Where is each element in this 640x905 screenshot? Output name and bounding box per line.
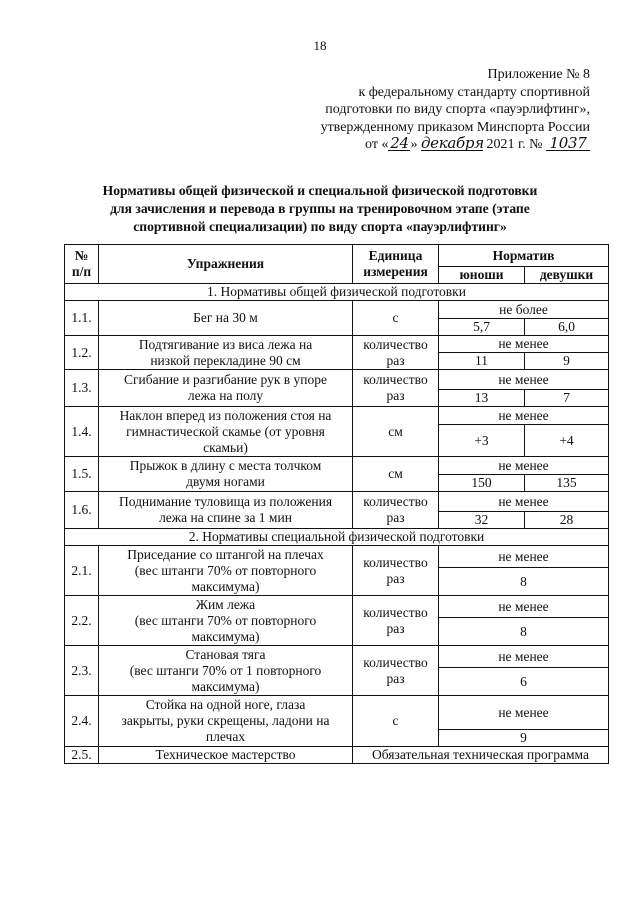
date-prefix: от «	[365, 137, 389, 152]
row-unit: см	[353, 407, 439, 457]
header-num: № п/п	[65, 245, 99, 284]
title-line-2: для зачисления и перевода в группы на тренировочном этапе (этапе	[110, 201, 530, 216]
row-condition: не менее	[439, 407, 609, 425]
row-unit: с	[353, 696, 439, 747]
row-condition: не менее	[439, 336, 609, 353]
date-mid: »	[410, 137, 418, 152]
value-all: 8	[439, 618, 609, 646]
value-girls: 9	[525, 353, 609, 370]
header-norm: Норматив	[439, 245, 609, 267]
appendix-line-3: подготовки по виду спорта «пауэрлифтинг»,	[325, 102, 590, 117]
row-exercise: Техническое мастерство	[99, 747, 353, 764]
table-row	[65, 301, 609, 319]
row-exercise: Поднимание туловища из положения лежа на спине за 1 мин	[99, 492, 353, 529]
normatives-table	[64, 244, 609, 764]
row-exercise: Бег на 30 м	[99, 301, 353, 336]
appendix-date-line	[290, 136, 590, 154]
row-condition: не менее	[439, 646, 609, 668]
appendix-line-2: к федеральному стандарту спортивной	[358, 84, 590, 100]
row-condition: не менее	[439, 546, 609, 568]
handwritten-number: 1037	[546, 136, 590, 151]
header-boys: юноши	[439, 267, 525, 284]
row-unit: количество раз	[353, 646, 439, 696]
row-condition: не более	[439, 301, 609, 319]
value-boys: 32	[439, 512, 525, 529]
row-unit: с	[353, 301, 439, 336]
row-exercise: Сгибание и разгибание рук в упоре лежа на полу	[99, 370, 353, 407]
row-num: 1.5.	[65, 457, 99, 492]
table-row	[65, 646, 609, 668]
value-boys: 11	[439, 353, 525, 370]
row-unit: количество раз	[353, 492, 439, 529]
value-all: 9	[439, 730, 609, 747]
handwritten-day: 24	[390, 134, 409, 152]
row-unit: количество раз	[353, 596, 439, 646]
row-num: 2.3.	[65, 646, 99, 696]
document-title	[40, 182, 600, 236]
value-girls: 7	[525, 390, 609, 407]
row-exercise: Подтягивание из виса лежа на низкой перекладине 90 см	[99, 336, 353, 370]
row-num: 1.2.	[65, 336, 99, 370]
title-line-1: Нормативы общей физической и специальной физической подготовки	[102, 183, 538, 198]
page-number: 18	[313, 38, 327, 53]
value-all: 6	[439, 668, 609, 696]
value-girls: 28	[525, 512, 609, 529]
row-unit: количество раз	[353, 546, 439, 596]
row-exercise: Прыжок в длину с места толчком двумя ногами	[99, 457, 353, 492]
section-1-heading: 1. Нормативы общей физической подготовки	[65, 284, 609, 301]
row-exercise: Стойка на одной ноге, глаза закрыты, руки скрещены, ладони на плечах	[99, 696, 353, 747]
value-girls: +4	[525, 425, 609, 457]
table-row	[65, 492, 609, 512]
row-unit: количество раз	[353, 336, 439, 370]
row-num: 1.4.	[65, 407, 99, 457]
row-condition: не менее	[439, 696, 609, 730]
row-condition: не менее	[439, 457, 609, 475]
row-condition: не менее	[439, 492, 609, 512]
row-num: 2.1.	[65, 546, 99, 596]
row-num: 2.4.	[65, 696, 99, 747]
header-unit: Единица измерения	[353, 245, 439, 284]
date-year: 2021 г. №	[486, 137, 543, 152]
row-unit: количество раз	[353, 370, 439, 407]
appendix-title: Приложение № 8	[487, 67, 590, 82]
table-row	[65, 407, 609, 425]
row-num: 1.3.	[65, 370, 99, 407]
value-girls: 135	[525, 475, 609, 492]
table-row	[65, 596, 609, 618]
row-technical-program: Обязательная техническая программа	[353, 747, 609, 764]
header-exercise: Упражнения	[99, 245, 353, 284]
table-row	[65, 546, 609, 568]
value-boys: 13	[439, 390, 525, 407]
appendix-line-4: утвержденному приказом Минспорта России	[320, 119, 590, 135]
table-row	[65, 696, 609, 730]
row-condition: не менее	[439, 370, 609, 390]
row-num: 1.1.	[65, 301, 99, 336]
table-row	[65, 370, 609, 390]
table-row	[65, 457, 609, 475]
row-exercise: Приседание со штангой на плечах (вес штанги 70% от повторного максимума)	[99, 546, 353, 596]
row-condition: не менее	[439, 596, 609, 618]
appendix-header	[290, 66, 590, 154]
value-boys: 5,7	[439, 319, 525, 336]
value-girls: 6,0	[525, 319, 609, 336]
title-line-3: спортивной специализации) по виду спорта «пауэрлифтинг»	[133, 219, 507, 234]
row-unit: см	[353, 457, 439, 492]
row-num: 1.6.	[65, 492, 99, 529]
row-num: 2.5.	[65, 747, 99, 764]
table-row	[65, 336, 609, 353]
table-row	[65, 747, 609, 764]
row-exercise: Жим лежа (вес штанги 70% от повторного максимума)	[99, 596, 353, 646]
row-exercise: Становая тяга (вес штанги 70% от 1 повторного максимума)	[99, 646, 353, 696]
row-num: 2.2.	[65, 596, 99, 646]
value-boys: 150	[439, 475, 525, 492]
value-boys: +3	[439, 425, 525, 457]
section-2-heading: 2. Нормативы специальной физической подготовки	[65, 529, 609, 546]
header-girls: девушки	[525, 267, 609, 284]
handwritten-month: декабря	[420, 134, 484, 152]
row-exercise: Наклон вперед из положения стоя на гимнастической скамье (от уровня скамьи)	[99, 407, 353, 457]
value-all: 8	[439, 568, 609, 596]
